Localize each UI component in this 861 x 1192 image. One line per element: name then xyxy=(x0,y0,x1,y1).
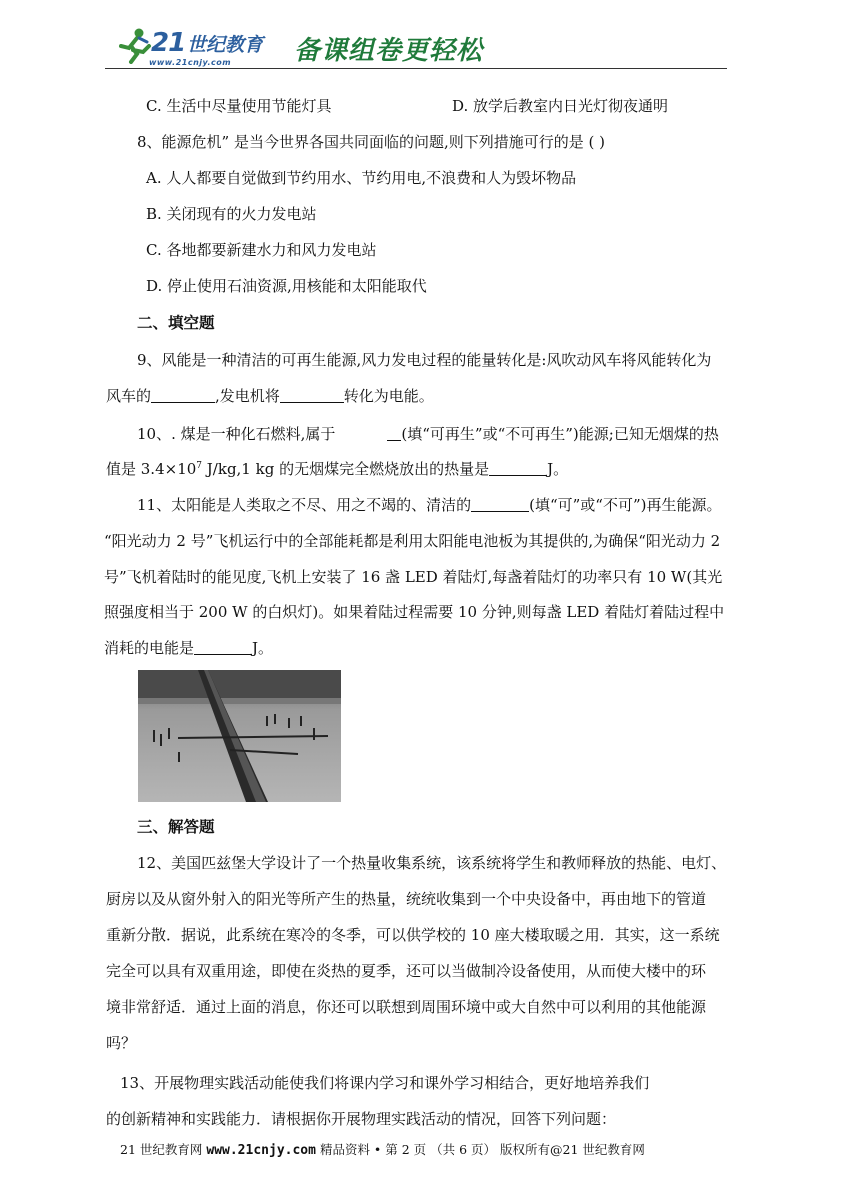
question-12-line-4: 完全可以具有双重用途，即使在炎热的夏季，还可以当做制冷设备使用，从而使大楼中的环 xyxy=(106,962,707,980)
page-footer xyxy=(120,1140,645,1158)
footer-page-info: 精品资料 • 第 2 页 （共 6 页） 版权所有@21 世纪教育网 xyxy=(319,1142,645,1157)
question-9-line-1: 9、风能是一种清洁的可再生能源,风力发电过程的能量转化是:风吹动风车将风能转化为 xyxy=(137,351,712,369)
question-8: 8、能源危机” 是当今世界各国共同面临的问题,则下列措施可行的是 ( ) xyxy=(137,133,605,151)
question-11-line-5: 消耗的电能是 J。 xyxy=(104,639,274,657)
question-12-line-6: 吗？ xyxy=(106,1034,137,1052)
q8-option-b: B. 关闭现有的火力发电站 xyxy=(146,205,317,223)
answer-blank[interactable] xyxy=(151,387,215,403)
footer-prefix: 21 世纪教育网 xyxy=(120,1142,203,1157)
q8-option-d: D. 停止使用石油资源,用核能和太阳能取代 xyxy=(146,277,427,295)
header-slogan: 备课组卷更轻松 xyxy=(294,36,484,66)
header-divider xyxy=(105,68,727,69)
logo-url: www.21cnjy.com xyxy=(149,58,232,67)
answer-blank[interactable] xyxy=(194,639,252,655)
answer-blank[interactable] xyxy=(471,496,529,512)
logo-number: 21 xyxy=(151,28,186,58)
section-heading-fill: 二、填空题 xyxy=(137,314,215,332)
question-11-line-4: 照强度相当于 200 W 的白炽灯)。如果着陆过程需要 10 分钟,则每盏 LED 着陆灯着陆过程中 xyxy=(104,603,725,621)
question-13-line-1: 13、开展物理实践活动能使我们将课内学习和课外学习相结合，更好地培养我们 xyxy=(120,1074,650,1092)
q8-option-c: C. 各地都要新建水力和风力发电站 xyxy=(146,241,377,259)
logo-brand: 世纪教育 xyxy=(187,34,264,56)
q8-option-a: A. 人人都要自觉做到节约用水、节约用电,不浪费和人为毁坏物品 xyxy=(146,169,577,187)
question-12-line-2: 厨房以及从窗外射入的阳光等所产生的热量，统统收集到一个中央设备中，再由地下的管道 xyxy=(106,890,707,908)
solar-plane-photo xyxy=(138,670,341,802)
question-12-line-5: 境非常舒适．通过上面的消息，你还可以联想到周围环境中或大自然中可以利用的其他能源 xyxy=(106,998,707,1016)
answer-blank[interactable] xyxy=(387,425,401,441)
question-12-line-3: 重新分散．据说，此系统在寒冷的冬季，可以供学校的 10 座大楼取暖之用．其实，这一系统 xyxy=(106,926,720,944)
question-11-line-3: 号”飞机着陆时的能见度,飞机上安装了 16 盏 LED 着陆灯,每盏着陆灯的功率只有 10 W(其光 xyxy=(104,568,723,586)
option-d-line: D. 放学后教室内日光灯彻夜通明 xyxy=(452,97,669,115)
question-9-line-2: 风车的 ,发电机将 转化为电能。 xyxy=(106,387,434,405)
question-12-line-1: 12、美国匹兹堡大学设计了一个热量收集系统，该系统将学生和教师释放的热能、电灯、 xyxy=(137,854,727,872)
question-10-line-1: 10、. 煤是一种化石燃料,属于 (填“可再生”或“不可再生”)能源;已知无烟煤的热 xyxy=(137,425,719,443)
solar-plane-icon xyxy=(138,670,341,802)
header xyxy=(105,22,727,72)
section-heading-answer: 三、解答题 xyxy=(137,818,215,836)
question-11-line-2: “阳光动力 2 号”飞机运行中的全部能耗都是利用太阳能电池板为其提供的,为确保“阳光动力 2 xyxy=(104,532,721,550)
footer-site-link[interactable]: www.21cnjy.com xyxy=(206,1143,316,1158)
question-13-line-2: 的创新精神和实践能力．请根据你开展物理实践活动的情况，回答下列问题： xyxy=(106,1110,617,1128)
answer-blank[interactable] xyxy=(489,460,547,476)
question-11-line-1: 11、太阳能是人类取之不尽、用之不竭的、清洁的 (填“可”或“不可”)再生能源。 xyxy=(137,496,722,514)
option-c-line: C. 生活中尽量使用节能灯具 xyxy=(146,97,332,115)
question-10-line-2: 值是 $3.4\times 10^7$ J/kg,1 kg 的无烟煤完全燃烧放出的热量是 J。 xyxy=(106,460,569,478)
answer-blank[interactable] xyxy=(280,387,344,403)
running-figure-icon xyxy=(113,26,153,64)
